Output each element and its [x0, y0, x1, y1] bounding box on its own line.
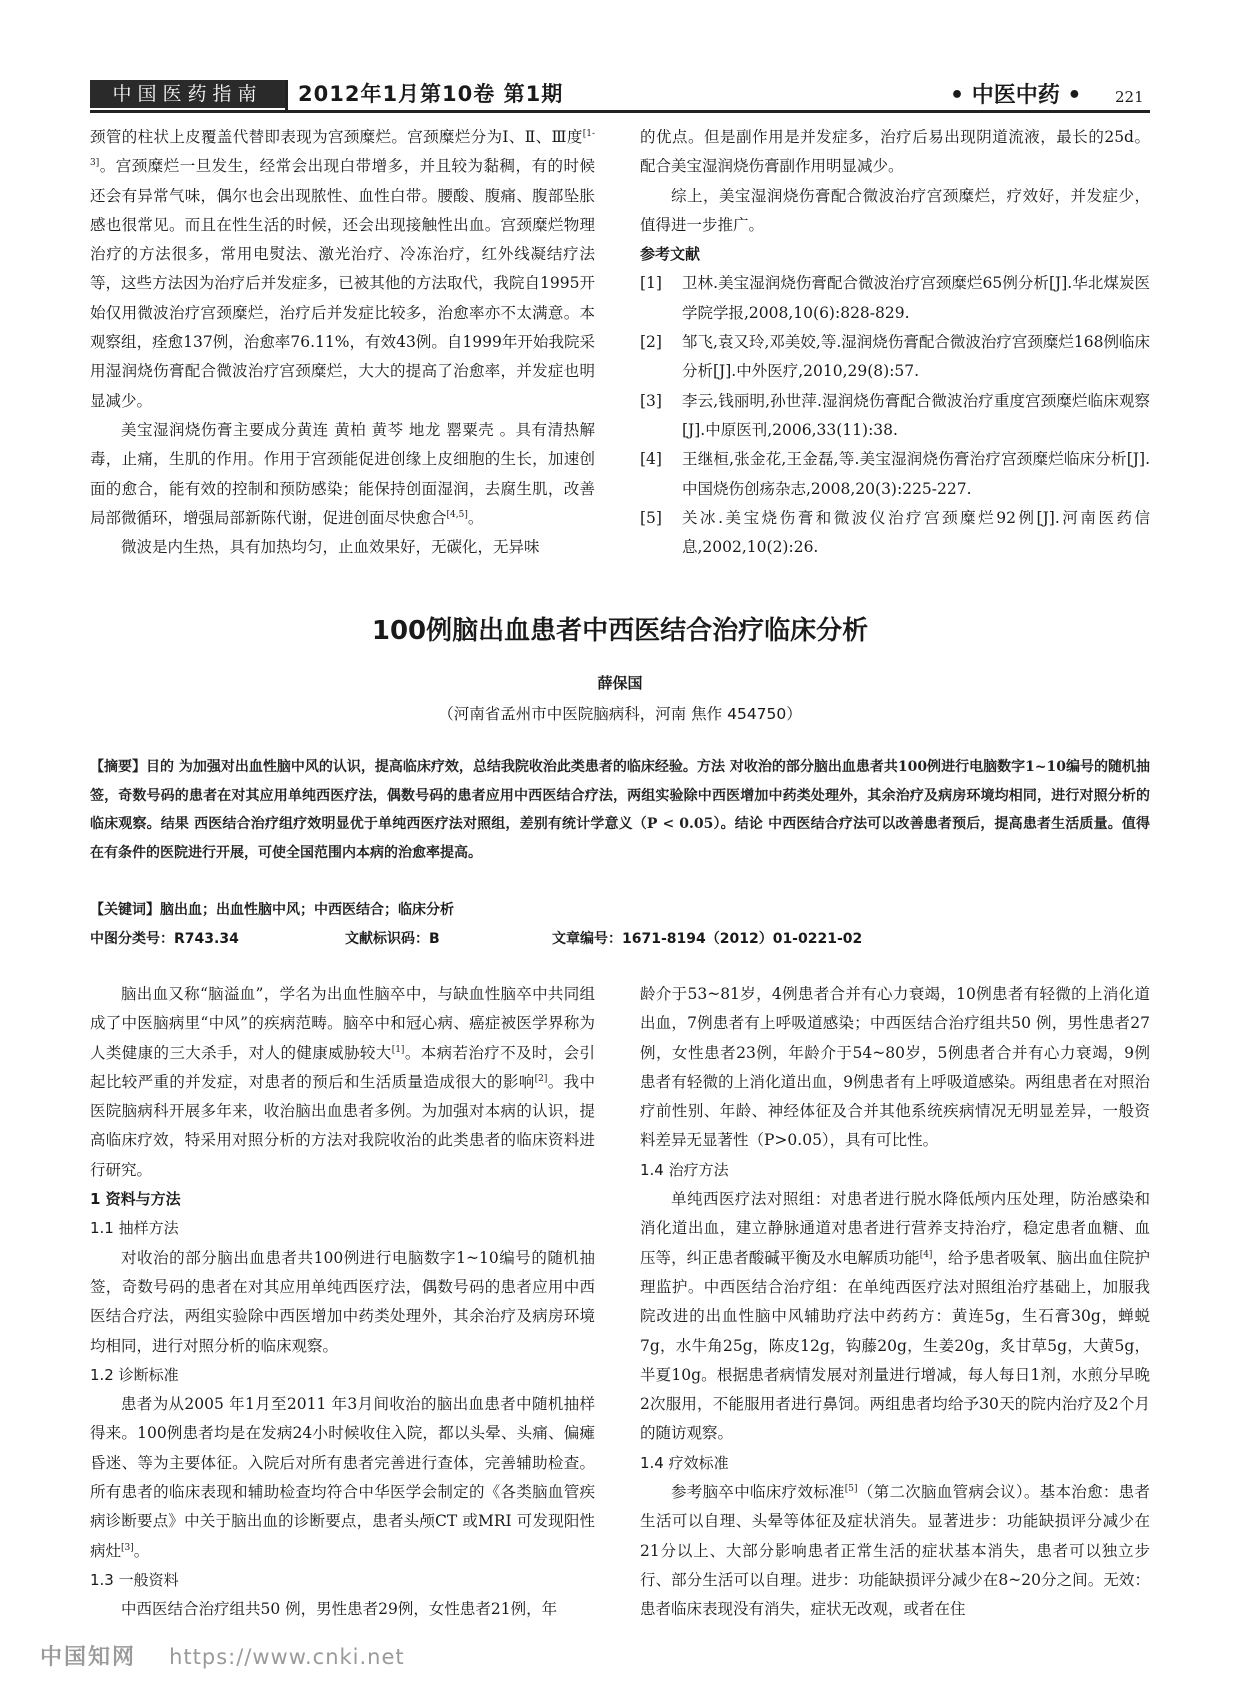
- section-name: • 中医中药 •: [950, 83, 1082, 108]
- citation-marker: [1-3]: [90, 128, 595, 169]
- paragraph: 颈管的柱状上皮覆盖代替即表现为宫颈糜烂。宫颈糜烂分为Ⅰ、Ⅱ、Ⅲ度[1-3]。宫颈糜烂一旦发生，经常会出现白带增多，并且较为黏稠，有的时候还会有异常气味，偶尔也会出现脓性、血性白带。腰酸、腹痛、腹部坠胀感也很常见。而且在性生活的时候，还会出现接触性出血。宫颈糜烂物理治疗的方法很多，常用电熨法、激光治疗、冷冻治疗，红外线凝结疗法等，这些方法因为治疗后并发症多，已被其他的方法取代，我院自1995开始仅用微波治疗宫颈糜烂，治疗后并发症比较多，治愈率亦不太满意。本观察组，痊愈137例，治愈率76.11%，有效43例。自1999年开始我院采用湿润烧伤膏配合微波治疗宫颈糜烂，大大的提高了治愈率，并发症也明显减少。: [90, 128, 595, 410]
- page-number: 221: [1115, 88, 1144, 106]
- reference-text: 王继桓,张金花,王金磊,等.美宝湿润烧伤膏治疗宫颈糜烂临床分析[J].中国烧伤创疡杂志,2008,20(3):225-227.: [682, 450, 1150, 498]
- article-affiliation: （河南省孟州市中医院脑病科，河南 焦作 454750）: [438, 705, 802, 723]
- reference-text: 邹飞,袁又玲,邓美姣,等.湿润烧伤膏配合微波治疗宫颈糜烂168例临床分析[J].中外医疗,2010,29(8):57.: [682, 333, 1150, 381]
- abstract-label: 【摘要】: [90, 759, 147, 775]
- reference-item: [640, 445, 1150, 504]
- paragraph: 脑出血又称“脑溢血”，学名为出血性脑卒中，与缺血性脑卒中共同组成了中医脑病里“中风”的疾病范畴。脑卒中和冠心病、癌症被医学界称为人类健康的三大杀手，对人的健康威胁较大[1]。本病若治疗不及时，会引起比较严重的并发症，对患者的预后和生活质量造成很大的影响[2]。我中医院脑病科开展多年来，收治脑出血患者多例。为加强对本病的认识，提高临床疗效，特采用对照分析的方法对我院收治的此类患者的临床资料进行研究。: [90, 985, 595, 1179]
- reference-text: 关冰.美宝烧伤膏和微波仪治疗宫颈糜烂92例[J].河南医药信息,2002,10(2):26.: [682, 508, 1150, 557]
- journal-name: 中国医药指南: [90, 80, 285, 108]
- reference-number: [1]: [640, 274, 662, 293]
- clc-number: 中图分类号：R743.34: [90, 931, 239, 947]
- paragraph: 单纯西医疗法对照组：对患者进行脱水降低颅内压处理，防治感染和消化道出血，建立静脉通道对患者进行营养支持治疗，稳定患者血糖、血压等，纠正患者酸碱平衡及水电解质功能[4]，给予患者吸氧、脑出血住院护理监护。中西医结合治疗组：在单纯西医疗法对照组治疗基础上，加服我院改进的出血性脑中风辅助疗法中药药方：黄连5g，生石膏30g，蝉蜕7g，水牛角25g，陈皮12g，钩藤20g，生姜20g，炙甘草5g，大黄5g，半夏10g。根据患者病情发展对剂量进行增减，每人每日1剂，水煎分早晚2次服用，不能服用者进行鼻饲。两组患者均给予30天的院内治疗及2个月的随访观察。: [640, 1190, 1150, 1443]
- keywords-label: 【关键词】: [90, 902, 160, 918]
- reference-text: 李云,钱丽明,孙世萍.湿润烧伤膏配合微波治疗重度宫颈糜烂临床观察[J].中原医刊,2006,33(11):38.: [682, 391, 1150, 439]
- paragraph: 参考脑卒中临床疗效标准[5]（第二次脑血管病会议）。基本治愈：患者生活可以自理、头晕等体征及症状消失。显著进步：功能缺损评分减少在21分以上、大部分影响患者正常生活的症状基本消失，患者可以独立步行、部分生活可以自理。进步：功能缺损评分减少在8~20分之间。无效：患者临床表现没有消失，症状无改观，或者在住: [640, 1483, 1150, 1619]
- abstract-section-label: 方法: [696, 759, 725, 775]
- references-heading: 参考文献: [640, 245, 701, 264]
- prev-article-right-column: [640, 123, 1150, 562]
- citation-marker: [3]: [121, 1542, 134, 1553]
- cnki-logo: 中国知网: [40, 1645, 137, 1670]
- keywords-text: 脑出血；出血性脑中风；中西医结合；临床分析: [160, 902, 454, 918]
- paragraph: 微波是内生热，具有加热均匀，止血效果好，无碳化，无异味: [121, 538, 540, 557]
- reference-item: [640, 504, 1150, 563]
- abstract-section-text: 对收治的部分脑出血患者共100例进行电脑数字1~10编号的随机抽签，奇数号码的患者在对其应用单纯西医疗法，偶数号码的患者应用中西医结合疗法，两组实验除中西医增加中药类处理外，其余治疗及病房环境均相同，进行对照分析的临床观察。: [90, 759, 1151, 832]
- article-left-column: [90, 980, 595, 1625]
- document-code: 文献标识码：B: [345, 931, 440, 947]
- paragraph: 中西医结合治疗组共50 例，男性患者29例，女性患者21例，年: [121, 1600, 558, 1619]
- abstract-section-text: 为加强对出血性脑中风的认识，提高临床疗效，总结我院收治此类患者的临床经验。: [174, 759, 697, 775]
- reference-text: 卫林.美宝湿润烧伤膏配合微波治疗宫颈糜烂65例分析[J].华北煤炭医学院学报,2008,10(6):828-829.: [682, 274, 1150, 322]
- citation-marker: [4]: [919, 1249, 933, 1260]
- cnki-watermark: [40, 1640, 405, 1671]
- article-number: 文章编号：1671-8194（2012）01-0221-02: [552, 931, 863, 947]
- abstract: [90, 753, 1150, 867]
- abstract-section-text: 西医结合治疗组疗效明显优于单纯西医疗法对照组，差别有统计学意义（P < 0.05）。: [189, 816, 735, 832]
- citation-marker: [1]: [391, 1044, 405, 1055]
- abstract-section-label: 结果: [160, 816, 190, 832]
- section-heading: 1.3 一般资料: [90, 1570, 179, 1589]
- reference-number: [5]: [640, 508, 662, 527]
- paragraph: 患者为从2005 年1月至2011 年3月间收治的脑出血患者中随机抽样得来。100例患者均是在发病24小时候收住入院，都以头晕、头痛、偏瘫昏迷、等为主要体征。入院后对所有患者完善进行查体，完善辅助检查。所有患者的临床表现和辅助检查均符合中华医学会制定的《各类脑血管疾病诊断要点》中关于脑出血的诊断要点，患者头颅CT 或MRI 可发现阳性病灶[3]。: [90, 1395, 595, 1560]
- citation-marker: [5]: [844, 1483, 858, 1494]
- reference-item: [640, 328, 1150, 387]
- cnki-url[interactable]: https://www.cnki.net: [169, 1645, 405, 1669]
- abstract-section-text: 中西医结合疗法可以改善患者预后，提高患者生活质量。值得在有条件的医院进行开展，可使全国范围内本病的治愈率提高。: [90, 816, 1151, 861]
- paragraph: 美宝湿润烧伤膏主要成分黄连 黄柏 黄芩 地龙 罂粟壳 。具有清热解毒，止痛，生肌的作用。作用于宫颈能促进创缘上皮细胞的生长，加速创面的愈合，能有效的控制和预防感染；能保持创面湿润，去腐生肌，改善局部微循环，增强局部新陈代谢，促进创面尽快愈合[4,5]。: [90, 420, 595, 527]
- section-heading: 1 资料与方法: [90, 1190, 181, 1209]
- paragraph: 龄介于53~81岁，4例患者合并有心力衰竭，10例患者有轻微的上消化道出血，7例患者有上呼吸道感染；中西医结合治疗组共50 例，男性患者27例，女性患者23例，年龄介于54~80岁，5例患者合并有心力衰竭，9例患者有轻微的上消化道出血，9例患者有上呼吸道感染。两组患者在对照治疗前性别、年龄、神经体征及合并其他系统疾病情况无明显差异，一般资料差异无显著性（P>0.05），具有可比性。: [640, 985, 1150, 1150]
- section-heading: 1.4 疗效标准: [640, 1453, 729, 1472]
- section-heading: 1.2 诊断标准: [90, 1365, 179, 1384]
- issue-info: 2012年1月第10卷 第1期: [298, 82, 564, 106]
- section-heading: 1.1 抽样方法: [90, 1219, 179, 1238]
- abstract-section-label: 结论: [734, 816, 764, 832]
- citation-marker: [2]: [534, 1073, 548, 1084]
- paragraph: 综上，美宝湿润烧伤膏配合微波治疗宫颈糜烂，疗效好，并发症少，值得进一步推广。: [640, 186, 1150, 234]
- article-title: 100例脑出血患者中西医结合治疗临床分析: [371, 616, 869, 646]
- article-right-column: [640, 980, 1150, 1625]
- reference-item: [640, 269, 1150, 328]
- section-heading: 1.4 治疗方法: [640, 1160, 729, 1179]
- prev-article-left-column: [90, 123, 595, 562]
- keywords: [90, 896, 1150, 924]
- header-rule: [90, 110, 1150, 113]
- citation-marker: [4,5]: [446, 509, 468, 520]
- reference-item: [640, 387, 1150, 446]
- reference-number: [4]: [640, 450, 662, 469]
- header-divider: [285, 80, 288, 110]
- abstract-section-label: 目的: [146, 759, 175, 775]
- reference-number: [2]: [640, 333, 662, 352]
- reference-number: [3]: [640, 391, 662, 410]
- paragraph: 的优点。但是副作用是并发症多，治疗后易出现阴道流液，最长的25d。配合美宝湿润烧伤膏副作用明显减少。: [640, 128, 1150, 176]
- paragraph: 对收治的部分脑出血患者共100例进行电脑数字1~10编号的随机抽签，奇数号码的患者在对其应用单纯西医疗法，偶数号码的患者应用中西医结合疗法，两组实验除中西医增加中药类处理外，其余治疗及病房环境均相同，进行对照分析的临床观察。: [90, 1248, 595, 1355]
- article-author: 薛保国: [597, 674, 643, 692]
